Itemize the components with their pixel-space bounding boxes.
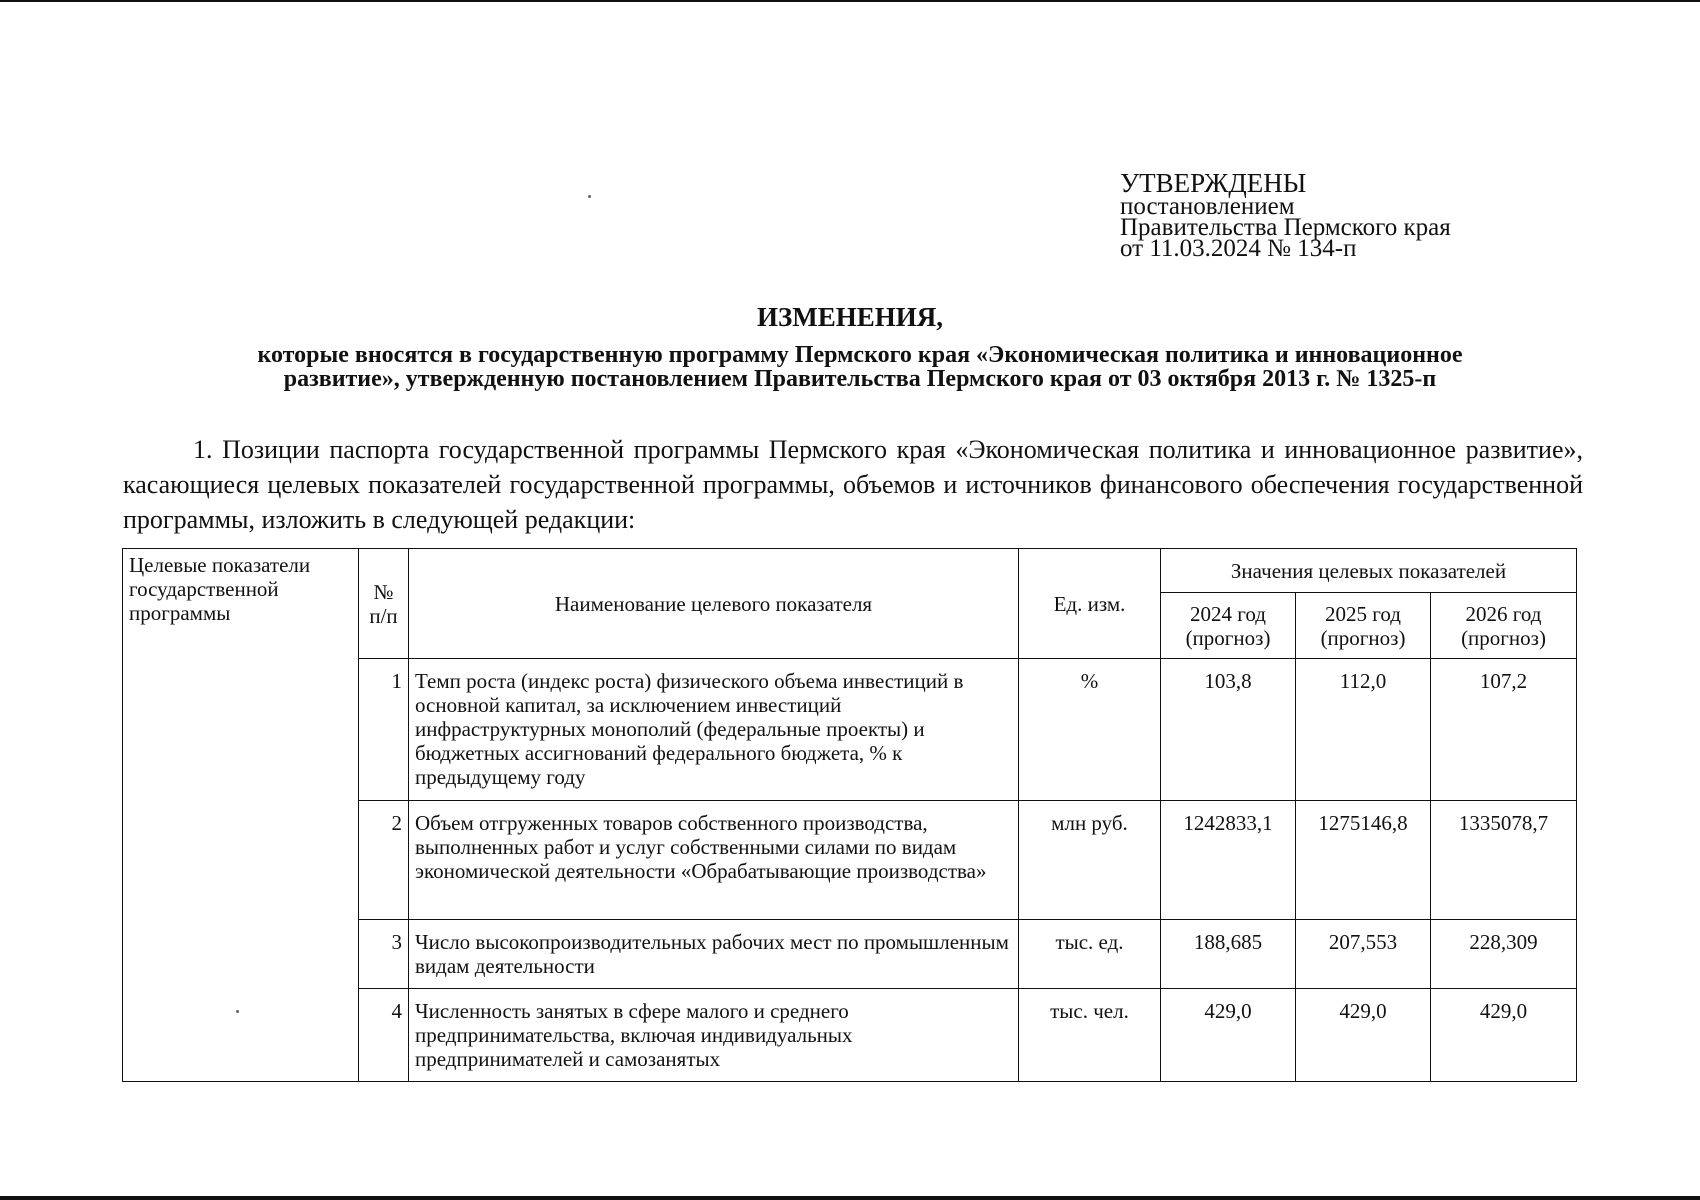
- col-header-year-2024: 2024 год (прогноз): [1161, 593, 1296, 659]
- row-name: Темп роста (индекс роста) физического объема инвестиций в основной капитал, за исключением инвестиций инфраструктурных монополий (федеральные проекты) и бюджетных ассигнований федерального бюджета, % к предыдущему году: [409, 659, 1019, 801]
- subtitle-line-1: которые вносятся в государственную программу Пермского края «Экономическая политика и инновационное: [257, 342, 1463, 368]
- row-unit: %: [1019, 659, 1161, 801]
- row-num: 2: [359, 801, 409, 920]
- row-value-2025: 1275146,8: [1296, 801, 1431, 920]
- indicators-table: [122, 548, 1577, 1082]
- approved-line-2: постановлением: [1120, 193, 1295, 220]
- row-value-2026: 429,0: [1431, 989, 1577, 1082]
- table-header-row-1: [123, 549, 1577, 593]
- approved-heading: УТВЕРЖДЕНЫ: [1120, 168, 1307, 198]
- row-num: 4: [359, 989, 409, 1082]
- row-value-2024: 188,685: [1161, 920, 1296, 989]
- page-bottom-border: [0, 1196, 1700, 1200]
- col-header-unit: Ед. изм.: [1019, 549, 1161, 659]
- subtitle-line-2: развитие», утвержденную постановлением Правительства Пермского края от 03 октября 2013 г. № 1325-п: [283, 366, 1437, 392]
- row-value-2024: 1242833,1: [1161, 801, 1296, 920]
- page-top-border: [0, 0, 1700, 2]
- scan-speck: [236, 1010, 239, 1013]
- col-header-year-2026: 2026 год (прогноз): [1431, 593, 1577, 659]
- approved-line-3: Правительства Пермского края: [1120, 214, 1451, 241]
- row-value-2026: 1335078,7: [1431, 801, 1577, 920]
- row-num: 1: [359, 659, 409, 801]
- row-value-2024: 429,0: [1161, 989, 1296, 1082]
- row-value-2025: 207,553: [1296, 920, 1431, 989]
- row-unit: тыс. ед.: [1019, 920, 1161, 989]
- row-value-2026: 228,309: [1431, 920, 1577, 989]
- row-unit: тыс. чел.: [1019, 989, 1161, 1082]
- row-num: 3: [359, 920, 409, 989]
- col-header-num: № п/п: [359, 549, 409, 659]
- row-value-2025: 112,0: [1296, 659, 1431, 801]
- document-title: ИЗМЕНЕНИЯ,: [756, 302, 943, 332]
- row-value-2025: 429,0: [1296, 989, 1431, 1082]
- scan-speck: [588, 195, 591, 198]
- approval-stamp-block: [1120, 168, 1451, 262]
- left-header-cell: [123, 549, 359, 1082]
- row-value-2026: 107,2: [1431, 659, 1577, 801]
- col-header-name: Наименование целевого показателя: [409, 549, 1019, 659]
- row-name: Число высокопроизводительных рабочих мест по промышленным видам деятельности: [409, 920, 1019, 989]
- col-header-values: Значения целевых показателей: [1161, 549, 1577, 593]
- col-header-year-2025: 2025 год (прогноз): [1296, 593, 1431, 659]
- row-name: Объем отгруженных товаров собственного производства, выполненных работ и услуг собственными силами по видам экономической деятельности «Обрабатывающие производства»: [409, 801, 1019, 920]
- document-subtitle: [140, 343, 1580, 391]
- row-name: Численность занятых в сфере малого и среднего предпринимательства, включая индивидуальных предпринимателей и самозанятых: [409, 989, 1019, 1082]
- approved-line-4: от 11.03.2024 № 134-п: [1120, 235, 1357, 262]
- left-header-text: Целевые показатели государственной программы: [129, 553, 311, 625]
- paragraph-text: 1. Позиции паспорта государственной программы Пермского края «Экономическая политика и инновационное развитие», касающиеся целевых показателей государственной программы, объемов и источников финансового обеспечения государственной программы, изложить в следующей редакции:: [123, 435, 1583, 534]
- row-value-2024: 103,8: [1161, 659, 1296, 801]
- row-unit: млн руб.: [1019, 801, 1161, 920]
- intro-paragraph: [123, 432, 1583, 537]
